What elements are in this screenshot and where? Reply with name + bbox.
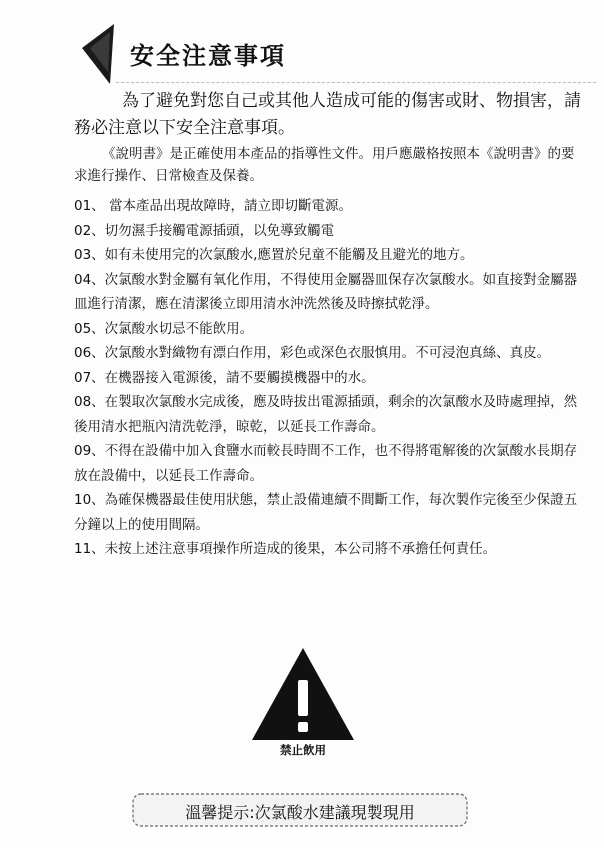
pennant-flag-icon: [80, 22, 120, 86]
intro-paragraph: 為了避免對您自己或其他人造成可能的傷害或財、物損害，請務必注意以下安全注意事項。: [74, 91, 581, 138]
safety-items-list: [74, 194, 584, 562]
warning-exclamation-icon: [248, 646, 358, 742]
list-item: 06、次氯酸水對織物有漂白作用，彩色或深色衣服慎用。不可浸泡真絲、真皮。: [74, 345, 551, 361]
title-divider: [116, 82, 596, 83]
list-item: 05、次氯酸水切忌不能飲用。: [74, 320, 254, 337]
tip-text: 溫馨提示:次氯酸水建議現製現用: [185, 803, 415, 822]
warning-sign: [248, 646, 358, 756]
list-item: 04、次氯酸水對金屬有氧化作用，不得使用金屬器皿保存次氯酸水。如直接對金屬器皿進行清潔，應在清潔後立即用清水沖洗然後及時擦拭乾淨。: [74, 271, 578, 312]
list-item: 09、不得在設備中加入食鹽水而較長時間不工作，也不得將電解後的次氯酸水長期存放在設備中，以延長工作壽命。: [74, 443, 578, 484]
list-item: 10、為確保機器最佳使用狀態，禁止設備連續不間斷工作，每次製作完後至少保證五分鐘以上的使用間隔。: [74, 492, 578, 533]
list-item: 01、 當本產品出現故障時，請立即切斷電源。: [74, 198, 352, 214]
list-item: 11、未按上述注意事項操作所造成的後果，本公司將不承擔任何責任。: [74, 541, 497, 557]
page-title: 安全注意事項: [130, 42, 286, 70]
list-item: 03、如有未使用完的次氯酸水,應置於兒童不能觸及且避光的地方。: [74, 247, 474, 263]
list-item: 07、在機器接入電源後，請不要觸摸機器中的水。: [74, 369, 375, 386]
warning-caption: 禁止飲用: [280, 743, 326, 757]
list-item: 02、切勿濕手接觸電源插頭，以免導致觸電: [74, 222, 335, 239]
header: [80, 22, 560, 90]
manual-note-paragraph: 《說明書》是正確使用本產品的指導性文件。用戶應嚴格按照本《說明書》的要求進行操作、日常檢查及保養。: [74, 146, 575, 184]
tip-banner: [132, 793, 468, 827]
list-item: 08、在製取次氯酸水完成後，應及時拔出電源插頭，剩余的次氯酸水及時處理掉，然後用清水把瓶內清洗乾淨，晾乾，以延長工作壽命。: [74, 394, 578, 435]
